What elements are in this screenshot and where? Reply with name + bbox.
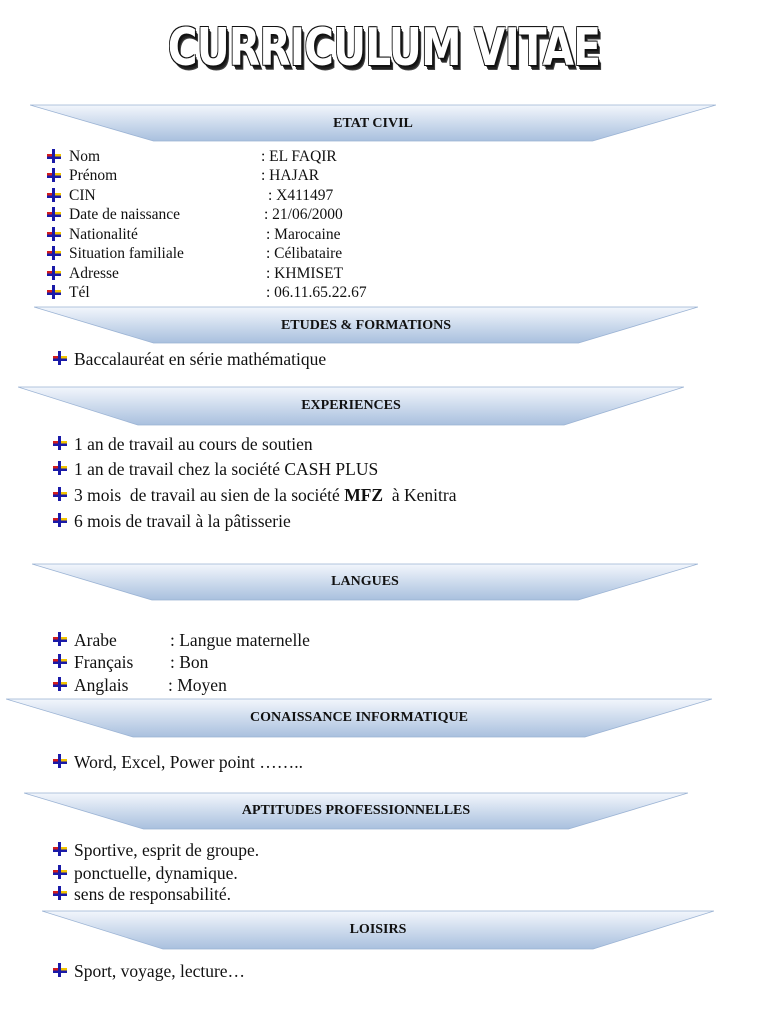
bullet-icon (53, 677, 67, 691)
info-value-cin: : X411497 (268, 187, 334, 204)
bullet-icon (47, 207, 61, 221)
list-item-etude: Baccalauréat en série mathématique (74, 349, 327, 369)
language-level: : Langue maternelle (170, 630, 310, 650)
list-item-loisir: Sport, voyage, lecture… (74, 961, 246, 981)
info-label-cin: CIN (69, 187, 96, 204)
bullet-icon (53, 963, 67, 977)
list-item-experience: 1 an de travail chez la société CASH PLUS (74, 459, 379, 479)
bullet-icon (53, 461, 67, 475)
bullet-icon (47, 168, 61, 182)
info-label-nom: Nom (69, 148, 100, 165)
list-item-aptitude: ponctuelle, dynamique. (74, 863, 238, 883)
list-item-experience: 6 mois de travail à la pâtisserie (74, 511, 291, 531)
bullet-icon (53, 886, 67, 900)
section-title: ETUDES & FORMATIONS (280, 318, 452, 333)
bullet-icon (53, 754, 67, 768)
section-banner-langues (32, 563, 698, 601)
bullet-icon (47, 246, 61, 260)
section-banner-aptitudes (24, 792, 688, 830)
list-item-informatique: Word, Excel, Power point …….. (74, 752, 303, 772)
info-value-prenom: : HAJAR (261, 167, 320, 184)
experience-text: 3 mois de travail au sien de la société (74, 485, 345, 505)
section-title: APTITUDES PROFESSIONNELLES (241, 803, 471, 818)
bullet-icon (47, 285, 61, 299)
bullet-icon (53, 513, 67, 527)
section-title: CONAISSANCE INFORMATIQUE (250, 710, 468, 725)
section-banner-experiences (18, 386, 684, 426)
list-item-aptitude: sens de responsabilité. (74, 884, 231, 904)
list-item-experience: 1 an de travail au cours de soutien (74, 434, 313, 454)
bullet-icon (53, 842, 67, 856)
list-item-aptitude: Sportive, esprit de groupe. (74, 840, 260, 860)
info-label-prenom: Prénom (69, 167, 118, 184)
info-value-naissance: : 21/06/2000 (264, 206, 343, 223)
section-banner-etat-civil (30, 104, 716, 142)
language-label: Français (74, 652, 134, 672)
bullet-icon (53, 632, 67, 646)
language-level: : Moyen (168, 675, 227, 695)
bullet-icon (53, 487, 67, 501)
language-label: Arabe (74, 630, 117, 650)
bullet-icon (53, 654, 67, 668)
bullet-icon (53, 351, 67, 365)
section-banner-loisirs (42, 910, 714, 950)
section-title: ETAT CIVIL (333, 116, 413, 131)
info-value-nationalite: : Marocaine (266, 226, 341, 243)
experience-text: à Kenitra (383, 485, 457, 505)
section-banner-informatique (6, 698, 712, 738)
page-title: CURRICULUM VITAE (167, 18, 601, 78)
info-label-naissance: Date de naissance (69, 206, 181, 223)
bullet-icon (53, 865, 67, 879)
list-item-experience (74, 485, 456, 506)
section-title: LOISIRS (349, 922, 407, 937)
info-label-situation: Situation familiale (69, 245, 184, 262)
section-title: EXPERIENCES (301, 398, 401, 413)
section-title: LANGUES (331, 574, 399, 589)
bullet-icon (53, 436, 67, 450)
bullet-icon (47, 227, 61, 241)
info-value-situation: : Célibataire (266, 245, 343, 262)
bullet-icon (47, 266, 61, 280)
info-label-nationalite: Nationalité (69, 226, 138, 243)
info-value-adresse: : KHMISET (266, 265, 344, 282)
language-label: Anglais (74, 675, 129, 695)
info-label-tel: Tél (69, 284, 90, 301)
company-name: MFZ (344, 485, 384, 505)
bullet-icon (47, 149, 61, 163)
info-value-nom: : EL FAQIR (261, 148, 337, 165)
bullet-icon (47, 188, 61, 202)
info-value-tel: : 06.11.65.22.67 (266, 284, 367, 301)
language-level: : Bon (170, 652, 209, 672)
info-label-adresse: Adresse (69, 265, 119, 282)
section-banner-etudes (34, 306, 698, 344)
